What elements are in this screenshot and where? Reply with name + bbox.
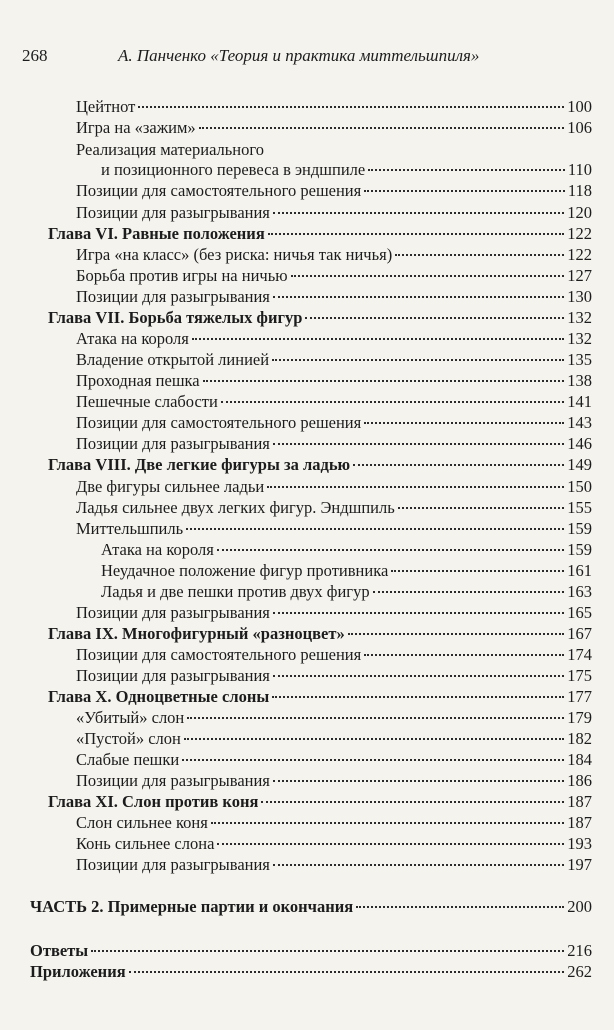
dot-leader bbox=[91, 950, 564, 952]
dot-leader bbox=[273, 780, 564, 782]
toc-page-number: 179 bbox=[567, 708, 592, 727]
toc-chapter-row bbox=[30, 961, 592, 982]
toc-entry-row bbox=[76, 602, 592, 623]
toc-entry-row bbox=[76, 497, 592, 518]
toc-entry-row bbox=[76, 202, 592, 223]
toc-entry-title: Глава IX. Многофигурный «разноцвет» bbox=[48, 624, 345, 643]
dot-leader bbox=[353, 464, 564, 466]
toc-page-number: 186 bbox=[567, 771, 592, 790]
toc-entry-title: Пешечные слабости bbox=[76, 392, 218, 411]
toc-entry-title: Глава XI. Слон против коня bbox=[48, 792, 259, 811]
toc-entry-title: Позиции для разыгрывания bbox=[76, 203, 270, 222]
toc-chapter-row bbox=[48, 454, 592, 475]
toc-entry-row bbox=[101, 159, 592, 180]
toc-entry-title: Игра на «зажим» bbox=[76, 118, 196, 137]
toc-entry-title: Позиции для разыгрывания bbox=[76, 434, 270, 453]
toc-page-number: 175 bbox=[567, 666, 592, 685]
running-title: А. Панченко «Теория и практика миттельшпиля» bbox=[118, 46, 480, 65]
toc-page-number: 197 bbox=[567, 855, 592, 874]
toc-chapter-row bbox=[48, 307, 592, 328]
dot-leader bbox=[217, 843, 564, 845]
dot-leader bbox=[305, 317, 564, 319]
toc-page-number: 132 bbox=[567, 308, 592, 327]
toc-page-number: 141 bbox=[567, 392, 592, 411]
dot-leader bbox=[129, 971, 565, 973]
toc-page-number: 122 bbox=[567, 245, 592, 264]
toc-entry-title: Конь сильнее слона bbox=[76, 834, 215, 853]
toc-entry-row bbox=[76, 707, 592, 728]
toc-page-number: 110 bbox=[567, 160, 592, 179]
toc-entry-row bbox=[101, 560, 592, 581]
dot-leader bbox=[267, 486, 564, 488]
toc-page-number: 155 bbox=[567, 498, 592, 517]
toc-page-number: 184 bbox=[567, 750, 592, 769]
dot-leader bbox=[261, 801, 564, 803]
toc-entry-row bbox=[76, 833, 592, 854]
toc-page-number: 159 bbox=[567, 519, 592, 538]
dot-leader bbox=[364, 654, 564, 656]
toc-entry-title: Позиции для самостоятельного решения bbox=[76, 181, 362, 200]
toc-entry-title: Позиции для разыгрывания bbox=[76, 666, 270, 685]
toc-entry-title: «Убитый» слон bbox=[76, 708, 185, 727]
dot-leader bbox=[182, 759, 564, 761]
dot-leader bbox=[203, 380, 565, 382]
dot-leader bbox=[348, 633, 565, 635]
toc-entry-row bbox=[76, 180, 592, 201]
dot-leader bbox=[391, 570, 564, 572]
toc-entry-row bbox=[76, 749, 592, 770]
toc-entry-title: Владение открытой линией bbox=[76, 350, 270, 369]
toc-entry-title: Глава VII. Борьба тяжелых фигур bbox=[48, 308, 303, 327]
toc-entry-row bbox=[76, 265, 592, 286]
toc-entry-title: Позиции для разыгрывания bbox=[76, 287, 270, 306]
toc-chapter-row bbox=[30, 940, 592, 961]
toc-page-number: 165 bbox=[567, 603, 592, 622]
dot-leader bbox=[268, 233, 565, 235]
toc-entry-title: Атака на короля bbox=[101, 540, 214, 559]
toc-page-number: 182 bbox=[567, 729, 592, 748]
dot-leader bbox=[395, 254, 564, 256]
toc-entry-title: Позиции для разыгрывания bbox=[76, 603, 270, 622]
dot-leader bbox=[364, 190, 565, 192]
toc-entry-title: Слон сильнее коня bbox=[76, 813, 208, 832]
dot-leader bbox=[273, 675, 564, 677]
toc-page-number: 127 bbox=[567, 266, 592, 285]
dot-leader bbox=[192, 338, 564, 340]
toc-page-number: 177 bbox=[567, 687, 592, 706]
toc-entry-title: Реализация материального bbox=[76, 140, 264, 159]
dot-leader bbox=[272, 696, 564, 698]
toc-page-number: 120 bbox=[567, 203, 592, 222]
toc-page-number: 122 bbox=[567, 224, 592, 243]
toc-entry-title: Ладья сильнее двух легких фигур. Эндшпиль bbox=[76, 498, 395, 517]
dot-leader bbox=[368, 169, 565, 171]
toc-page-number: 150 bbox=[567, 477, 592, 496]
toc-page-number: 187 bbox=[567, 813, 592, 832]
toc-entry-title: Глава VI. Равные положения bbox=[48, 224, 265, 243]
dot-leader bbox=[273, 612, 564, 614]
toc-page-number: 118 bbox=[567, 181, 592, 200]
toc-page-number: 135 bbox=[567, 350, 592, 369]
dot-leader bbox=[364, 422, 564, 424]
toc-entry-row bbox=[76, 412, 592, 433]
dot-leader bbox=[187, 717, 564, 719]
toc-entry-row bbox=[76, 244, 592, 265]
toc-page-number: 174 bbox=[567, 645, 592, 664]
toc-entry-title: Атака на короля bbox=[76, 329, 189, 348]
toc-page-number: 149 bbox=[567, 455, 592, 474]
toc-page-number: 159 bbox=[567, 540, 592, 559]
dot-leader bbox=[373, 591, 565, 593]
toc-entry-title: Позиции для самостоятельного решения bbox=[76, 413, 362, 432]
toc-page-number: 163 bbox=[567, 582, 592, 601]
toc-page-number: 187 bbox=[567, 792, 592, 811]
toc-chapter-row bbox=[48, 623, 592, 644]
toc-entry-title: Ладья и две пешки против двух фигур bbox=[101, 582, 370, 601]
dot-leader bbox=[184, 738, 564, 740]
toc-page-number: 132 bbox=[567, 329, 592, 348]
toc-entry-title: Борьба против игры на ничью bbox=[76, 266, 288, 285]
toc-entry-row bbox=[76, 433, 592, 454]
toc-entry-title: Приложения bbox=[30, 962, 126, 981]
toc-page-number: 262 bbox=[567, 962, 592, 981]
dot-leader bbox=[272, 359, 564, 361]
toc-entry-title: Позиции для самостоятельного решения bbox=[76, 645, 362, 664]
toc-entry-title: Две фигуры сильнее ладьи bbox=[76, 477, 265, 496]
dot-leader bbox=[186, 528, 564, 530]
toc-entry-title: Позиции для разыгрывания bbox=[76, 855, 270, 874]
toc-entry-row bbox=[76, 770, 592, 791]
toc-page-number: 200 bbox=[567, 897, 592, 916]
toc-page-number: 100 bbox=[567, 97, 592, 116]
toc-entry-row bbox=[76, 328, 592, 349]
toc-entry-row bbox=[76, 349, 592, 370]
toc-entry-row bbox=[76, 96, 592, 117]
toc-entry-title: Цейтнот bbox=[76, 97, 136, 116]
dot-leader bbox=[273, 864, 564, 866]
toc-page-number: 106 bbox=[567, 118, 592, 137]
toc-chapter-row bbox=[48, 791, 592, 812]
dot-leader bbox=[398, 507, 565, 509]
dot-leader bbox=[211, 822, 564, 824]
toc-entry-row bbox=[76, 644, 592, 665]
toc-page-number: 146 bbox=[567, 434, 592, 453]
toc-page-number: 193 bbox=[567, 834, 592, 853]
page-number: 268 bbox=[22, 46, 48, 65]
toc-page-number: 167 bbox=[567, 624, 592, 643]
dot-leader bbox=[291, 275, 565, 277]
toc-entry-row bbox=[101, 581, 592, 602]
toc-entry-title: и позиционного перевеса в эндшпиле bbox=[101, 160, 366, 179]
toc-chapter-row bbox=[30, 896, 592, 917]
toc-page-number: 138 bbox=[567, 371, 592, 390]
dot-leader bbox=[217, 549, 564, 551]
toc-entry-title: Глава X. Одноцветные слоны bbox=[48, 687, 270, 706]
toc-entry-row bbox=[76, 854, 592, 875]
toc-entry-row bbox=[76, 665, 592, 686]
dot-leader bbox=[199, 127, 565, 129]
dot-leader bbox=[273, 443, 564, 445]
toc-chapter-row bbox=[48, 686, 592, 707]
toc-entry-title: Ответы bbox=[30, 941, 89, 960]
dot-leader bbox=[221, 401, 564, 403]
toc-entry-title: Неудачное положение фигур противника bbox=[101, 561, 389, 580]
toc-entry-row bbox=[101, 539, 592, 560]
toc-entry-row bbox=[76, 476, 592, 497]
toc-entry-row bbox=[76, 518, 592, 539]
toc-entry-title: Проходная пешка bbox=[76, 371, 200, 390]
toc-chapter-row bbox=[48, 223, 592, 244]
dot-leader bbox=[138, 106, 564, 108]
toc-entry-row bbox=[76, 117, 592, 138]
dot-leader bbox=[356, 906, 564, 908]
dot-leader bbox=[273, 212, 564, 214]
toc-entry-title: Позиции для разыгрывания bbox=[76, 771, 270, 790]
toc-entry-row bbox=[76, 391, 592, 412]
toc-entry-row bbox=[76, 370, 592, 391]
toc-page-number: 161 bbox=[567, 561, 592, 580]
toc-page-number: 130 bbox=[567, 287, 592, 306]
toc-entry-title: ЧАСТЬ 2. Примерные партии и окончания bbox=[30, 897, 354, 916]
toc-entry-title: Миттельшпиль bbox=[76, 519, 184, 538]
toc-page-number: 143 bbox=[567, 413, 592, 432]
toc-page-number: 216 bbox=[567, 941, 592, 960]
toc-entry-title: Игра «на класс» (без риска: ничья так ничья) bbox=[76, 245, 393, 264]
toc-entry-row bbox=[76, 728, 592, 749]
toc-entry-title: «Пустой» слон bbox=[76, 729, 181, 748]
toc-entry-row bbox=[76, 139, 264, 160]
toc-entry-title: Глава VIII. Две легкие фигуры за ладью bbox=[48, 455, 351, 474]
dot-leader bbox=[273, 296, 564, 298]
toc-entry-row bbox=[76, 812, 592, 833]
toc-entry-title: Слабые пешки bbox=[76, 750, 180, 769]
toc-entry-row bbox=[76, 286, 592, 307]
